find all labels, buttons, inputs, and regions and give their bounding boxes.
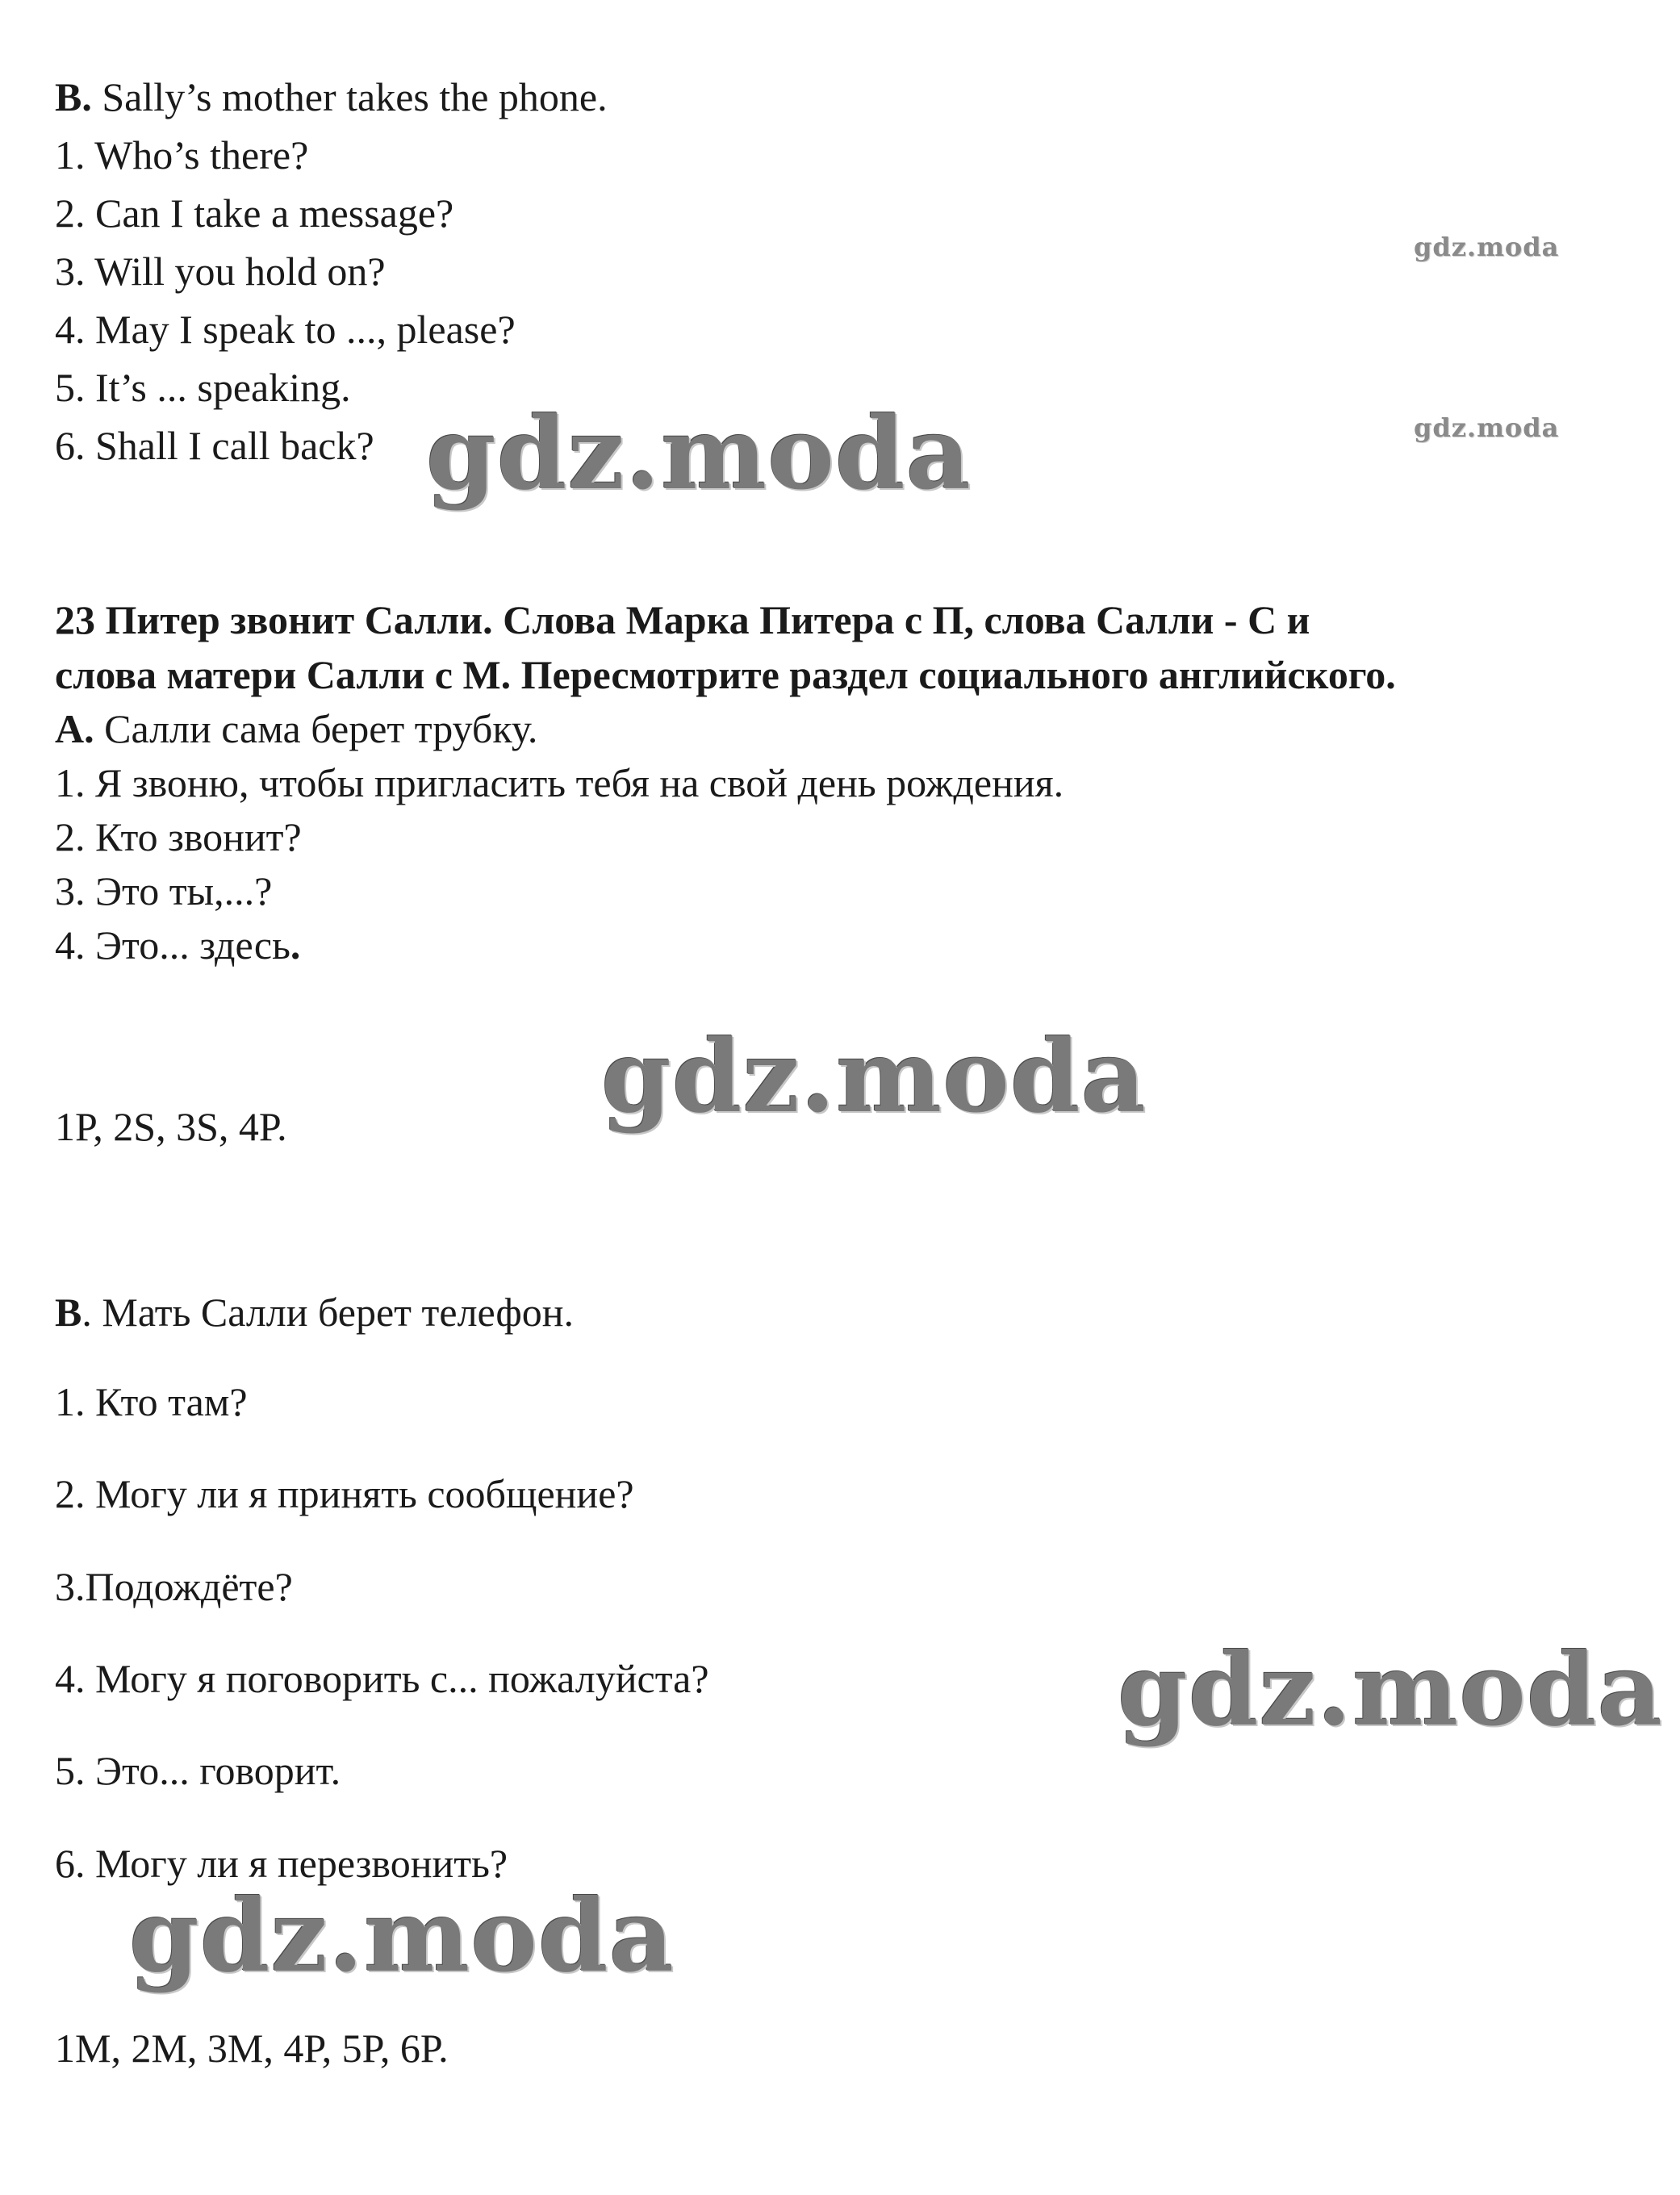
exercise-heading-line-1: 23 Питер звонит Салли. Слова Марка Питера с П, слова Салли - С и — [55, 597, 1310, 642]
list-item: 5. It’s ... speaking. — [55, 365, 351, 410]
list-item: 1. Кто там? — [55, 1379, 248, 1424]
section-a-ru-label: А. — [55, 706, 94, 751]
section-b-en-label: B. — [55, 74, 92, 119]
list-item — [55, 921, 300, 969]
list-item: 1. Я звоню, чтобы пригласить тебя на свой день рождения. — [55, 760, 1064, 805]
section-b-answer: 1M, 2M, 3M, 4P, 5P, 6P. — [55, 2026, 449, 2071]
section-a-ru-title-text: Салли сама берет трубку. — [104, 706, 538, 751]
section-a-answer: 1P, 2S, 3S, 4P. — [55, 1104, 287, 1149]
section-b-en-title — [55, 73, 608, 121]
list-item: 5. Это... говорит. — [55, 1748, 341, 1793]
list-item: 2. Can I take a message? — [55, 190, 454, 236]
list-item-end: . — [290, 922, 301, 968]
watermark: gdz.moda — [1414, 412, 1560, 443]
list-item: 4. Могу я поговорить с... пожалуйста? — [55, 1656, 709, 1701]
section-b-ru-title — [55, 1288, 574, 1336]
list-item: 2. Кто звонит? — [55, 814, 302, 859]
section-b-ru-label: В — [55, 1290, 82, 1335]
list-item-text: 4. Это... здесь — [55, 922, 290, 968]
watermark: gdz.moda — [426, 395, 972, 512]
watermark: gdz.moda — [601, 1018, 1147, 1135]
exercise-heading-line-2: слова матери Салли с М. Пересмотрите раздел социального английского. — [55, 652, 1396, 697]
watermark: gdz.moda — [1414, 232, 1560, 262]
watermark: gdz.moda — [129, 1878, 675, 1995]
watermark: gdz.moda — [1118, 1632, 1663, 1749]
list-item: 1. Who’s there? — [55, 132, 309, 178]
section-a-ru-title — [55, 704, 537, 753]
section-b-en-title-text: Sally’s mother takes the phone. — [102, 74, 608, 119]
list-item: 2. Могу ли я принять сообщение? — [55, 1471, 634, 1516]
list-item: 3. Will you hold on? — [55, 249, 386, 294]
list-item: 6. Могу ли я перезвонить? — [55, 1841, 508, 1886]
list-item: 3.Подождёте? — [55, 1564, 293, 1609]
list-item: 6. Shall I call back? — [55, 423, 374, 468]
list-item: 3. Это ты,...? — [55, 868, 273, 914]
section-b-ru-title-text: . Мать Салли берет телефон. — [81, 1290, 574, 1335]
list-item: 4. May I speak to ..., please? — [55, 307, 516, 352]
